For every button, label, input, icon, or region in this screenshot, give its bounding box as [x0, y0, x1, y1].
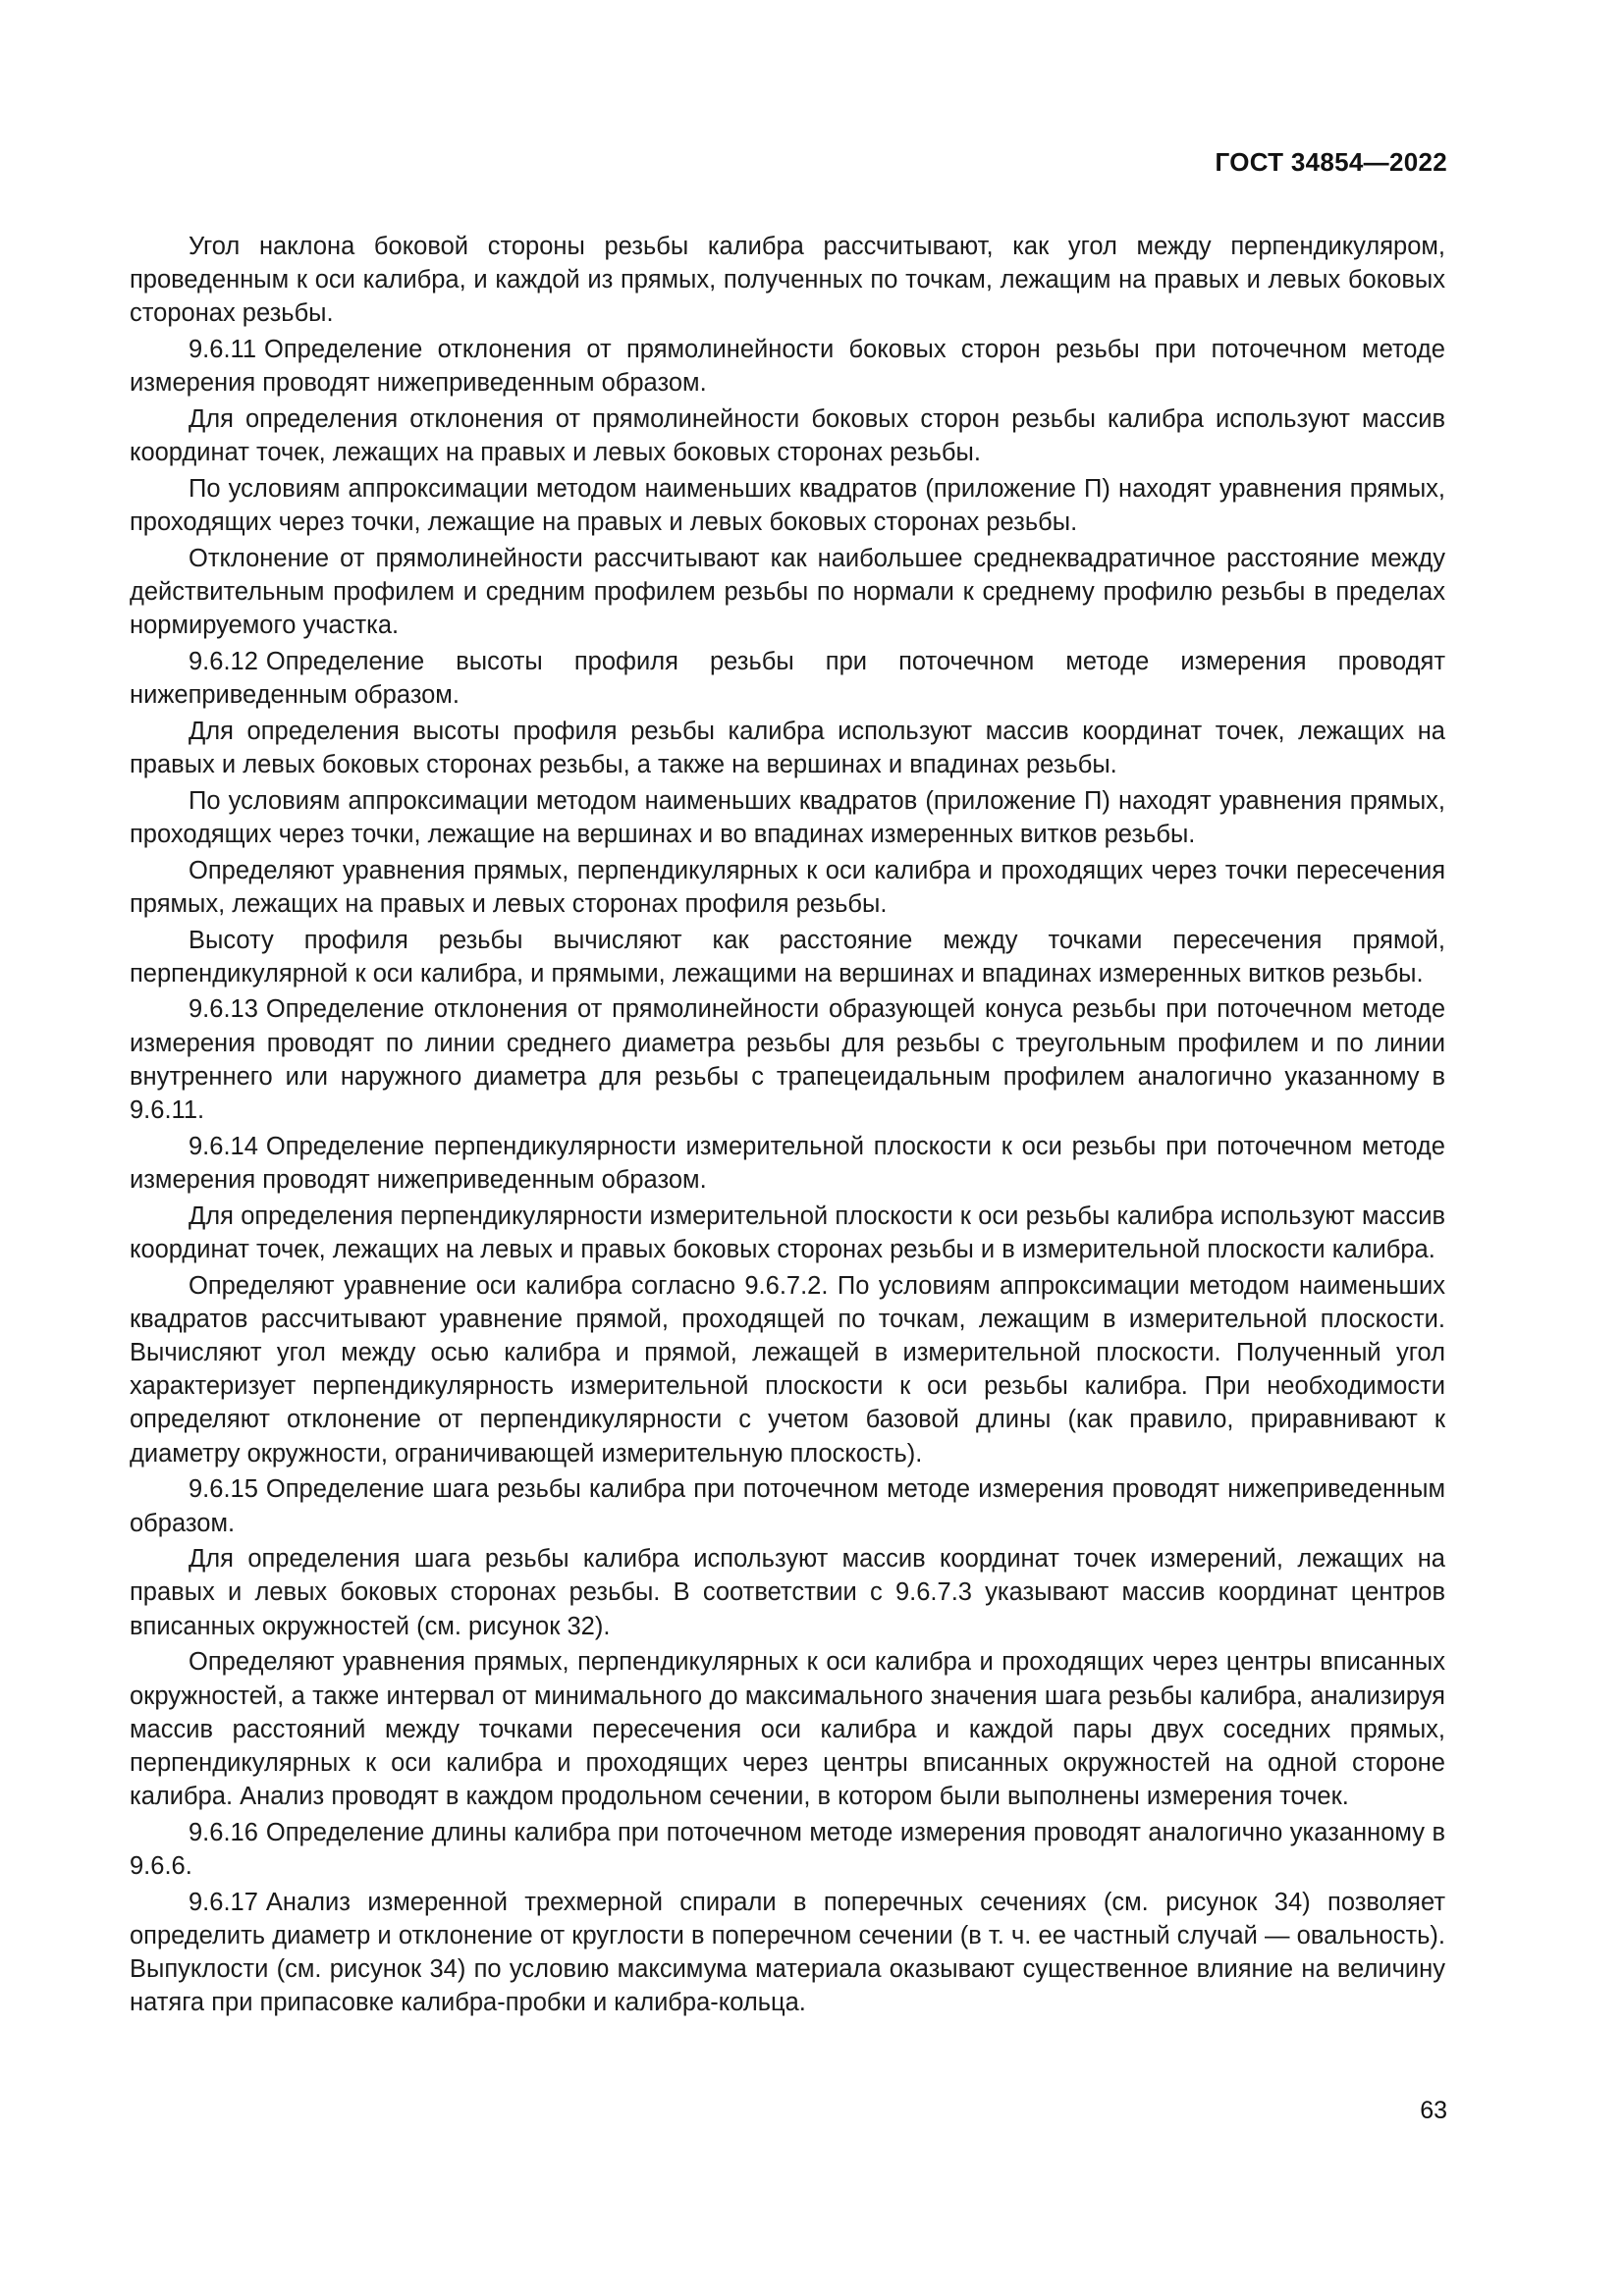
paragraph: [130, 1542, 1445, 1643]
section-number: 9.6.15: [189, 1475, 258, 1504]
paragraph-section: [130, 1130, 1445, 1197]
paragraph-section: [130, 1886, 1445, 2020]
paragraph-text: Определяют уравнения прямых, перпендикулярных к оси калибра и проходящих через центры вписанных окружностей, а также интервал от минимального до максимального значения шага резьбы калибра, анализируя массив расстояний между точками пересечения оси калибра и каждой пары двух соседних прямых, перпендикулярных к оси калибра и проходящих через центры вписанных окружностей на одной стороне калибра. Анализ проводят в каждом продольном сечении, в котором были выполнены измерения точек.: [130, 1648, 1445, 1811]
paragraph: [130, 1269, 1445, 1470]
paragraph-text: Для определения отклонения от прямолинейности боковых сторон резьбы калибра используют массив координат точек, лежащих на правых и левых боковых сторонах резьбы.: [130, 405, 1445, 467]
paragraph: [130, 402, 1445, 469]
paragraph-text: Для определения перпендикулярности измерительной плоскости к оси резьбы калибра используют массив координат точек, лежащих на левых и правых боковых сторонах резьбы и в измерительной плоскости калибра.: [130, 1201, 1445, 1263]
paragraph-text: Определяют уравнения прямых, перпендикулярных к оси калибра и проходящих через точки пересечения прямых, лежащих на правых и левых сторонах профиля резьбы.: [130, 856, 1445, 918]
paragraph-text: Для определения высоты профиля резьбы калибра используют массив координат точек, лежащих на правых и левых боковых сторонах резьбы, а также на вершинах и впадинах резьбы.: [130, 717, 1445, 779]
paragraph-text: Угол наклона боковой стороны резьбы калибра рассчитывают, как угол между перпендикуляром, проведенным к оси калибра, и каждой из прямых, полученных по точкам, лежащим на правых и левых боковых сторонах резьбы.: [130, 233, 1445, 328]
paragraph: [130, 1645, 1445, 1813]
paragraph-section: [130, 992, 1445, 1127]
paragraph: [130, 472, 1445, 539]
paragraph: [130, 784, 1445, 851]
document-body: [130, 230, 1445, 2022]
paragraph-text: По условиям аппроксимации методом наименьших квадратов (приложение П) находят уравнения прямых, проходящих через точки, лежащие на вершинах и во впадинах измеренных витков резьбы.: [130, 786, 1445, 848]
document-code-header: ГОСТ 34854—2022: [1215, 147, 1447, 177]
paragraph: [130, 1200, 1445, 1266]
paragraph: [130, 715, 1445, 781]
section-number: 9.6.11: [189, 336, 257, 364]
paragraph-section: [130, 333, 1445, 400]
paragraph-text: Определяют уравнение оси калибра согласно 9.6.7.2. По условиям аппроксимации методом наименьших квадратов рассчитывают уравнение прямой, проходящей по точкам, лежащим в измерительной плоскости. Вычисляют угол между осью калибра и прямой, лежащей в измерительной плоскости. Полученный угол характеризует перпендикулярность измерительной плоскости к оси резьбы калибра. При необходимости определяют отклонение от перпендикулярности с учетом базовой длины (как правило, приравнивают к диаметру окружности, ограничивающей измерительную плоскость).: [130, 1271, 1445, 1468]
page-number: 63: [1420, 2097, 1447, 2124]
paragraph-text: Определение перпендикулярности измерительной плоскости к оси резьбы при поточечном методе измерения проводят нижеприведенным образом.: [130, 1132, 1445, 1194]
section-number: 9.6.13: [189, 995, 258, 1024]
paragraph-section: [130, 645, 1445, 712]
paragraph-text: Отклонение от прямолинейности рассчитывают как наибольшее среднеквадратичное расстояние между действительным профилем и средним профилем резьбы по нормали к среднему профилю резьбы в пределах нормируемого участка.: [130, 544, 1445, 640]
section-number: 9.6.16: [189, 1818, 258, 1846]
paragraph-text: Определение высоты профиля резьбы при поточечном методе измерения проводят нижеприведенным образом.: [130, 647, 1445, 710]
section-number: 9.6.14: [189, 1132, 258, 1160]
paragraph-text: Определение отклонения от прямолинейности образующей конуса резьбы при поточечном методе измерения проводят по линии среднего диаметра резьбы для резьбы с треугольным профилем и по линии внутреннего или наружного диаметра для резьбы с трапецеидальным профилем аналогично указанному в 9.6.11.: [130, 995, 1445, 1125]
paragraph-text: Высоту профиля резьбы вычисляют как расстояние между точками пересечения прямой, перпендикулярной к оси калибра, и прямыми, лежащими на вершинах и впадинах измеренных витков резьбы.: [130, 926, 1445, 988]
section-number: 9.6.17: [189, 1888, 258, 1916]
paragraph-text: Анализ измеренной трехмерной спирали в поперечных сечениях (см. рисунок 34) позволяет определить диаметр и отклонение от круглости в поперечном сечении (в т. ч. ее частный случай — овальность). Выпуклости (см. рисунок 34) по условию максимума материала оказывают существенное влияние на величину натяга при припасовке калибра-пробки и калибра-кольца.: [130, 1888, 1445, 2017]
paragraph-text: Определение отклонения от прямолинейности боковых сторон резьбы при поточечном методе измерения проводят нижеприведенным образом.: [130, 336, 1445, 398]
paragraph: [130, 542, 1445, 643]
paragraph: [130, 924, 1445, 990]
paragraph-text: Определение шага резьбы калибра при поточечном методе измерения проводят нижеприведенным образом.: [130, 1475, 1445, 1537]
section-number: 9.6.12: [189, 647, 258, 675]
paragraph-text: По условиям аппроксимации методом наименьших квадратов (приложение П) находят уравнения прямых, проходящих через точки, лежащие на правых и левых боковых сторонах резьбы.: [130, 474, 1445, 537]
paragraph-section: [130, 1816, 1445, 1883]
paragraph: [130, 230, 1445, 331]
paragraph-text: Для определения шага резьбы калибра используют массив координат точек измерений, лежащих на правых и левых боковых сторонах резьбы. В соответствии с 9.6.7.3 указывают массив координат центров вписанных окружностей (см. рисунок 32).: [130, 1545, 1445, 1640]
paragraph-text: Определение длины калибра при поточечном методе измерения проводят аналогично указанному в 9.6.6.: [130, 1818, 1445, 1881]
paragraph-section: [130, 1472, 1445, 1539]
paragraph: [130, 854, 1445, 921]
